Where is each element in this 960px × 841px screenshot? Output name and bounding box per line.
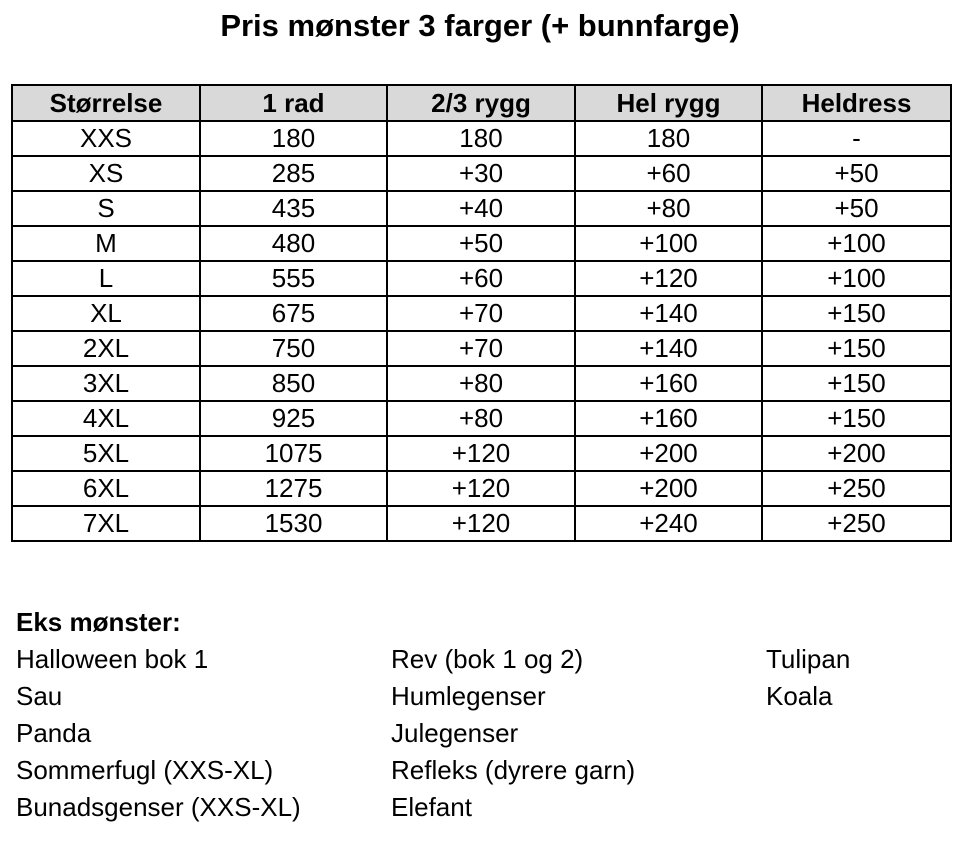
table-cell: L [12, 261, 200, 296]
table-cell: +80 [387, 366, 575, 401]
examples-heading: Eks mønster: [16, 607, 181, 637]
header-full-back: Hel rygg [575, 85, 762, 121]
header-size: Størrelse [12, 85, 200, 121]
table-cell: +60 [575, 156, 762, 191]
pattern-list-item: Koala [766, 681, 833, 711]
table-row [12, 436, 951, 471]
table-cell: 1275 [200, 471, 387, 506]
pattern-list-item: Tulipan [766, 644, 851, 674]
table-cell: +30 [387, 156, 575, 191]
pattern-list-item: Julegenser [391, 718, 519, 748]
examples-section [16, 604, 946, 826]
table-cell: 3XL [12, 366, 200, 401]
table-cell: +50 [387, 226, 575, 261]
examples-column-1 [16, 641, 391, 826]
table-cell: +240 [575, 506, 762, 541]
table-cell: S [12, 191, 200, 226]
table-cell: 675 [200, 296, 387, 331]
table-cell: +150 [762, 366, 951, 401]
table-cell: +70 [387, 296, 575, 331]
examples-columns [16, 641, 946, 826]
pattern-list-item: Sau [16, 681, 63, 711]
table-cell: 2XL [12, 331, 200, 366]
table-cell: +200 [762, 436, 951, 471]
examples-column-3 [766, 641, 946, 826]
table-row [12, 121, 951, 156]
table-cell: +80 [575, 191, 762, 226]
table-cell: +250 [762, 506, 951, 541]
table-cell: +70 [387, 331, 575, 366]
table-cell: +60 [387, 261, 575, 296]
table-cell: +200 [575, 471, 762, 506]
page-title: Pris mønster 3 farger (+ bunnfarge) [220, 8, 740, 43]
table-cell: +150 [762, 331, 951, 366]
table-cell: +50 [762, 191, 951, 226]
table-cell: +40 [387, 191, 575, 226]
table-row [12, 226, 951, 261]
table-body [12, 121, 951, 541]
table-cell: 1530 [200, 506, 387, 541]
table-cell: 6XL [12, 471, 200, 506]
examples-column-2 [391, 641, 766, 826]
table-cell: 180 [200, 121, 387, 156]
table-cell: +100 [762, 261, 951, 296]
table-cell: 4XL [12, 401, 200, 436]
table-row [12, 331, 951, 366]
table-header-row [12, 85, 951, 121]
table-cell: 925 [200, 401, 387, 436]
table-row [12, 366, 951, 401]
header-two-thirds-back: 2/3 rygg [387, 85, 575, 121]
table-cell: +120 [387, 471, 575, 506]
table-cell: 1075 [200, 436, 387, 471]
pattern-list-item: Elefant [391, 792, 472, 822]
table-cell: +140 [575, 331, 762, 366]
table-cell: 850 [200, 366, 387, 401]
pattern-list-item: Panda [16, 718, 92, 748]
header-1-rad: 1 rad [200, 85, 387, 121]
table-row [12, 156, 951, 191]
table-cell: +250 [762, 471, 951, 506]
table-cell: +100 [762, 226, 951, 261]
table-cell: 750 [200, 331, 387, 366]
table-cell: +150 [762, 401, 951, 436]
table-cell: 5XL [12, 436, 200, 471]
table-cell: XXS [12, 121, 200, 156]
pattern-list-item: Refleks (dyrere garn) [391, 755, 636, 785]
table-cell: +160 [575, 401, 762, 436]
table-cell: +120 [575, 261, 762, 296]
table-cell: 555 [200, 261, 387, 296]
table-cell: +140 [575, 296, 762, 331]
table-row [12, 506, 951, 541]
pattern-list-item: Bunadsgenser (XXS-XL) [16, 792, 301, 822]
table-row [12, 296, 951, 331]
price-table [11, 84, 952, 542]
table-cell: 480 [200, 226, 387, 261]
table-cell: M [12, 226, 200, 261]
pattern-list-item: Sommerfugl (XXS-XL) [16, 755, 274, 785]
table-cell: XS [12, 156, 200, 191]
table-cell: 180 [387, 121, 575, 156]
table-cell: +160 [575, 366, 762, 401]
table-row [12, 261, 951, 296]
table-row [12, 191, 951, 226]
table-cell: XL [12, 296, 200, 331]
table-cell: 435 [200, 191, 387, 226]
pattern-list-item: Halloween bok 1 [16, 644, 209, 674]
table-cell: +150 [762, 296, 951, 331]
table-cell: 285 [200, 156, 387, 191]
table-cell: +50 [762, 156, 951, 191]
pattern-list-item: Rev (bok 1 og 2) [391, 644, 584, 674]
table-row [12, 401, 951, 436]
table-cell: +80 [387, 401, 575, 436]
table-cell: +100 [575, 226, 762, 261]
table-cell: 180 [575, 121, 762, 156]
table-cell: +120 [387, 506, 575, 541]
header-full-suit: Heldress [762, 85, 951, 121]
table-cell: 7XL [12, 506, 200, 541]
table-cell: - [762, 121, 951, 156]
table-row [12, 471, 951, 506]
table-cell: +200 [575, 436, 762, 471]
table-cell: +120 [387, 436, 575, 471]
pattern-list-item: Humlegenser [391, 681, 546, 711]
